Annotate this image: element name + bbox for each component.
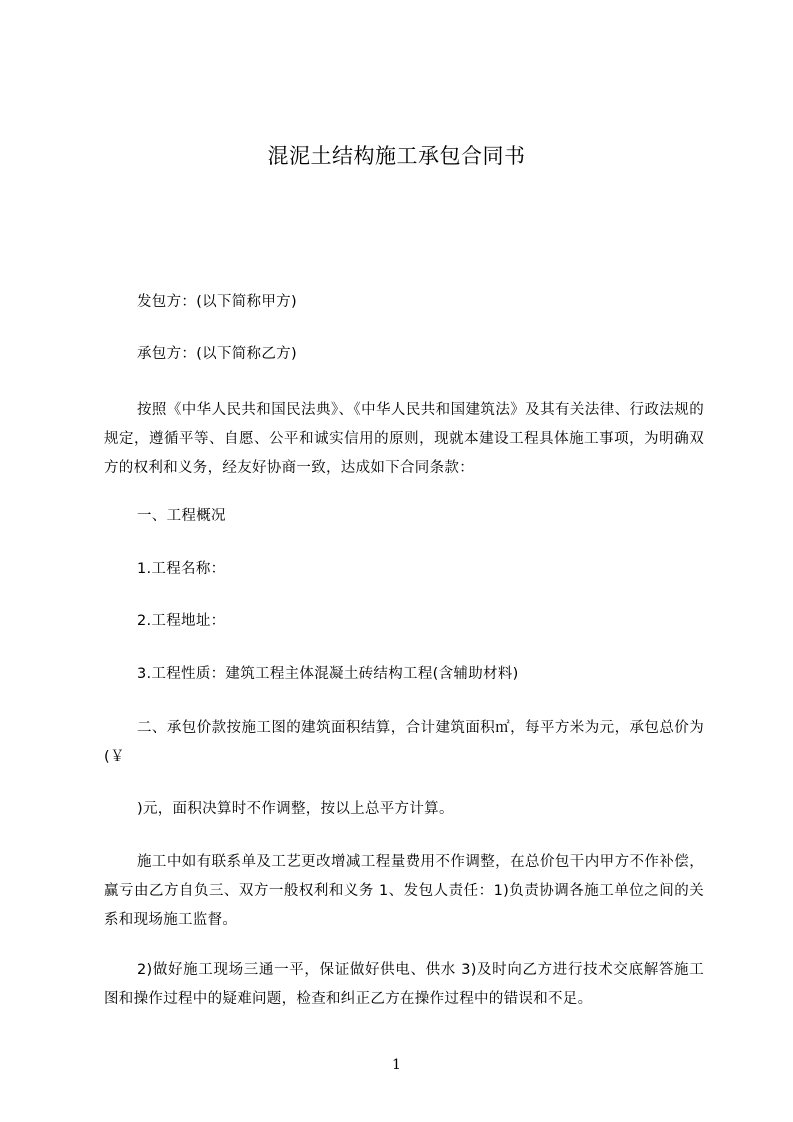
document-title: 混泥土结构施工承包合同书 bbox=[267, 144, 526, 168]
site-preparation-paragraph: 2)做好施工现场三通一平，保证做好供电、供水 3)及时向乙方进行技术交底解答施工图和操作过程中的疑难问题，检查和纠正乙方在操作过程中的错误和不足。 bbox=[104, 962, 704, 1007]
price-settlement-line: )元，面积决算时不作调整，按以上总平方计算。 bbox=[137, 801, 454, 817]
preamble-paragraph: 按照《中华人民共和国民法典》、《中华人民共和国建筑法》及其有关法律、行政法规的规定，遵循平等、自愿、公平和诚实信用的原则，现就本建设工程具体施工事项，为明确双方的权利和义务，经友好协商一致，达成如下合同条款： bbox=[104, 402, 704, 476]
changes-and-responsibilities-paragraph: 施工中如有联系单及工艺更改增减工程量费用不作调整，在总价包干内甲方不作补偿，赢亏由乙方自负三、双方一般权利和义务 1、发包人责任：1)负责协调各施工单位之间的关系和现场施工监督。 bbox=[104, 854, 704, 928]
contract-price-paragraph: 二、承包价款按施工图的建筑面积结算，合计建筑面积㎡，每平方米为元，承包总价为(￥ bbox=[104, 720, 704, 765]
party-b-line: 承包方：(以下简称乙方) bbox=[137, 346, 297, 362]
project-name-line: 1.工程名称： bbox=[137, 561, 226, 577]
project-nature-line: 3.工程性质：建筑工程主体混凝土砖结构工程(含辅助材料) bbox=[137, 666, 519, 682]
page-number: 1 bbox=[392, 1057, 401, 1073]
party-a-line: 发包方：(以下简称甲方) bbox=[137, 294, 297, 310]
project-address-line: 2.工程地址： bbox=[137, 613, 226, 629]
section-heading-project-overview: 一、工程概况 bbox=[137, 508, 226, 524]
